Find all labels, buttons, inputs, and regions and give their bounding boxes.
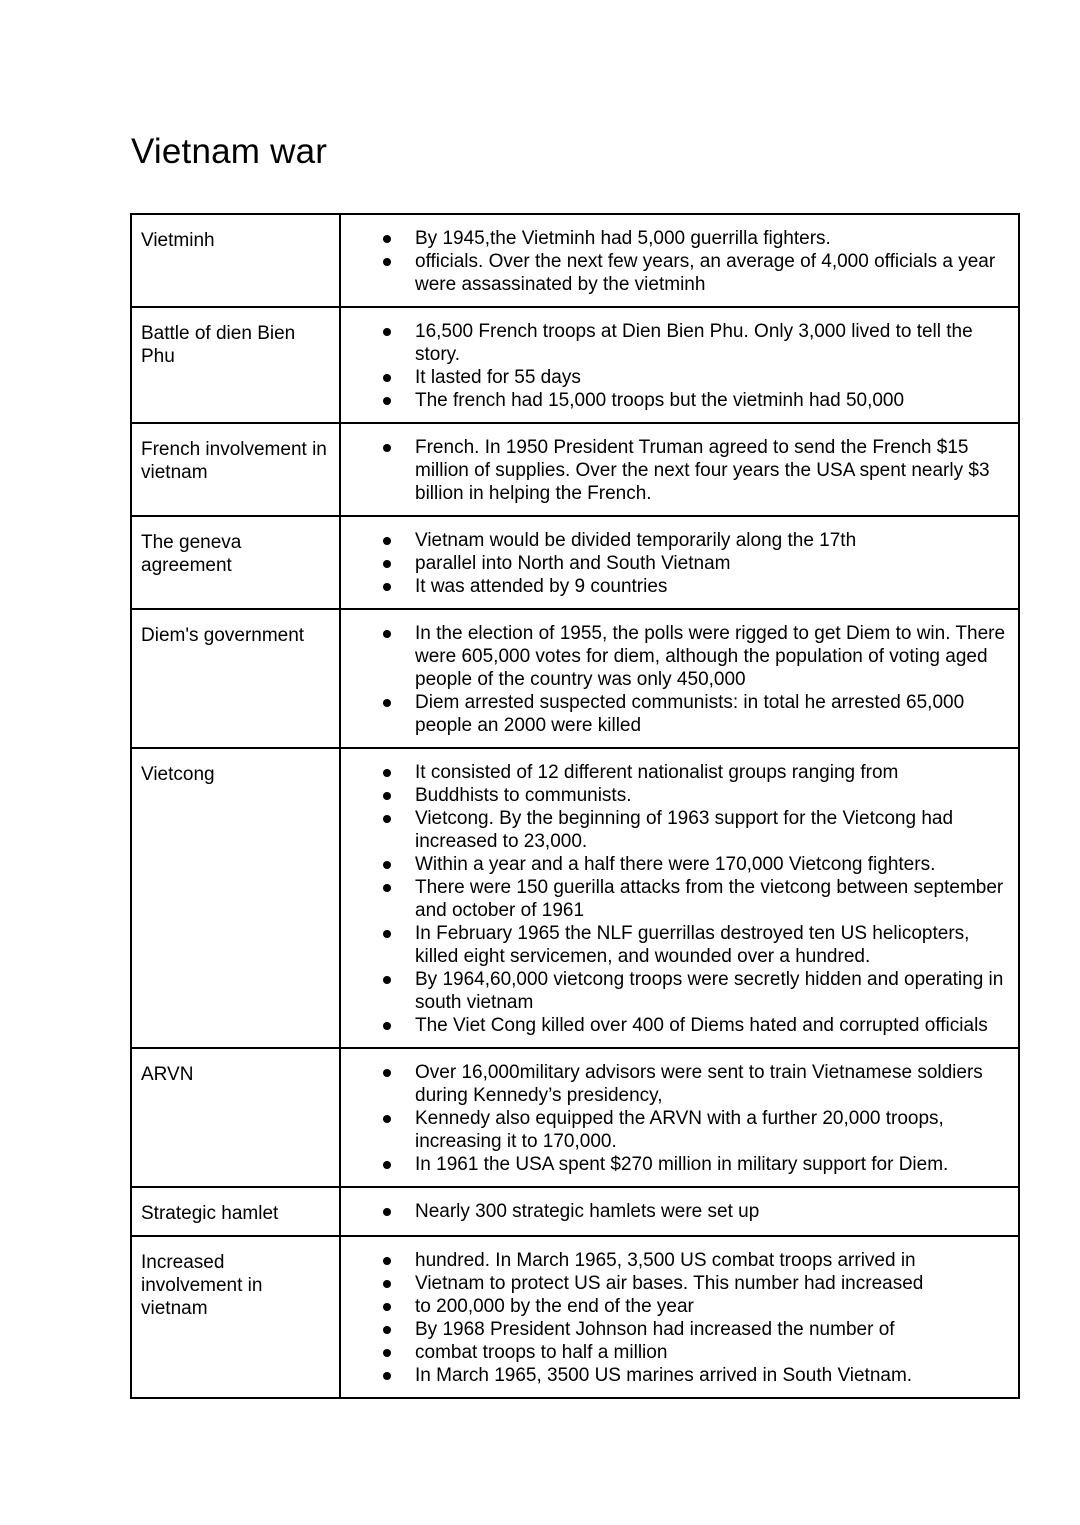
- bullet-item: Nearly 300 strategic hamlets were set up: [415, 1200, 1006, 1223]
- bullet-item: parallel into North and South Vietnam: [415, 552, 1006, 575]
- points-cell: [340, 307, 1019, 423]
- bullet-list: [341, 761, 1006, 1037]
- bullet-list: [341, 1061, 1006, 1176]
- bullet-list: [341, 1249, 1006, 1387]
- bullet-item: It lasted for 55 days: [415, 366, 1006, 389]
- bullet-item: It consisted of 12 different nationalist groups ranging from: [415, 761, 1006, 784]
- bullet-list: [341, 622, 1006, 737]
- bullet-list: [341, 529, 1006, 598]
- bullet-item: In March 1965, 3500 US marines arrived in South Vietnam.: [415, 1364, 1006, 1387]
- bullet-item: hundred. In March 1965, 3,500 US combat troops arrived in: [415, 1249, 1006, 1272]
- points-cell: [340, 516, 1019, 609]
- topic-cell: Increased involvement in vietnam: [131, 1236, 340, 1398]
- topic-cell: Vietminh: [131, 214, 340, 307]
- topic-cell: Strategic hamlet: [131, 1187, 340, 1236]
- bullet-item: By 1968 President Johnson had increased the number of: [415, 1318, 1006, 1341]
- bullet-item: In February 1965 the NLF guerrillas destroyed ten US helicopters, killed eight servicemen, and wounded over a hundred.: [415, 922, 1006, 968]
- topic-cell: ARVN: [131, 1048, 340, 1187]
- notes-table: [130, 213, 1020, 1399]
- bullet-item: Within a year and a half there were 170,000 Vietcong fighters.: [415, 853, 1006, 876]
- bullet-item: Vietcong. By the beginning of 1963 support for the Vietcong had increased to 23,000.: [415, 807, 1006, 853]
- topic-cell: Diem's government: [131, 609, 340, 748]
- bullet-item: Over 16,000military advisors were sent to train Vietnamese soldiers during Kennedy’s presidency,: [415, 1061, 1006, 1107]
- points-cell: [340, 609, 1019, 748]
- page-title: Vietnam war: [131, 132, 328, 171]
- bullet-item: In the election of 1955, the polls were rigged to get Diem to win. There were 605,000 votes for diem, although the population of voting aged people of the country was only 450,000: [415, 623, 1006, 690]
- points-cell: [340, 423, 1019, 516]
- bullet-item: Vietnam to protect US air bases. This number had increased: [415, 1272, 1006, 1295]
- bullet-item: It was attended by 9 countries: [415, 575, 1006, 598]
- bullet-item: In 1961 the USA spent $270 million in military support for Diem.: [415, 1153, 1006, 1176]
- bullet-item: There were 150 guerilla attacks from the vietcong between september and october of 1961: [415, 876, 1006, 922]
- points-cell: [340, 214, 1019, 307]
- bullet-item: Kennedy also equipped the ARVN with a further 20,000 troops, increasing it to 170,000.: [415, 1107, 1006, 1153]
- topic-cell: French involvement in vietnam: [131, 423, 340, 516]
- bullet-item: By 1964,60,000 vietcong troops were secretly hidden and operating in south vietnam: [415, 968, 1006, 1014]
- bullet-item: officials. Over the next few years, an average of 4,000 officials a year were assassinated by the vietminh: [415, 250, 1006, 296]
- table-row: [131, 1236, 1019, 1398]
- points-cell: [340, 1236, 1019, 1398]
- table-row: [131, 748, 1019, 1048]
- bullet-item: 16,500 French troops at Dien Bien Phu. Only 3,000 lived to tell the story.: [415, 320, 1006, 366]
- topic-cell: The geneva agreement: [131, 516, 340, 609]
- bullet-item: The french had 15,000 troops but the vietminh had 50,000: [415, 389, 1006, 412]
- table-row: [131, 214, 1019, 307]
- bullet-item: Vietnam would be divided temporarily along the 17th: [415, 529, 1006, 552]
- bullet-item: combat troops to half a million: [415, 1341, 1006, 1364]
- bullet-list: [341, 436, 1006, 505]
- points-cell: [340, 1187, 1019, 1236]
- bullet-list: [341, 227, 1006, 296]
- bullet-item: Buddhists to communists.: [415, 784, 1006, 807]
- bullet-list: [341, 320, 1006, 412]
- bullet-list: [341, 1200, 1006, 1223]
- table-row: [131, 516, 1019, 609]
- bullet-item: Diem arrested suspected communists: in total he arrested 65,000 people an 2000 were killed: [415, 691, 1006, 737]
- bullet-item: to 200,000 by the end of the year: [415, 1295, 1006, 1318]
- table-row: [131, 423, 1019, 516]
- table-row: [131, 1187, 1019, 1236]
- table-row: [131, 1048, 1019, 1187]
- bullet-item: The Viet Cong killed over 400 of Diems hated and corrupted officials: [415, 1014, 1006, 1037]
- table-row: [131, 307, 1019, 423]
- topic-cell: Vietcong: [131, 748, 340, 1048]
- points-cell: [340, 1048, 1019, 1187]
- table-row: [131, 609, 1019, 748]
- bullet-item: By 1945,the Vietminh had 5,000 guerrilla fighters.: [415, 227, 1006, 250]
- topic-cell: Battle of dien Bien Phu: [131, 307, 340, 423]
- points-cell: [340, 748, 1019, 1048]
- bullet-item: French. In 1950 President Truman agreed to send the French $15 million of supplies. Over the next four years the USA spent nearly $3 billion in helping the French.: [415, 436, 1006, 505]
